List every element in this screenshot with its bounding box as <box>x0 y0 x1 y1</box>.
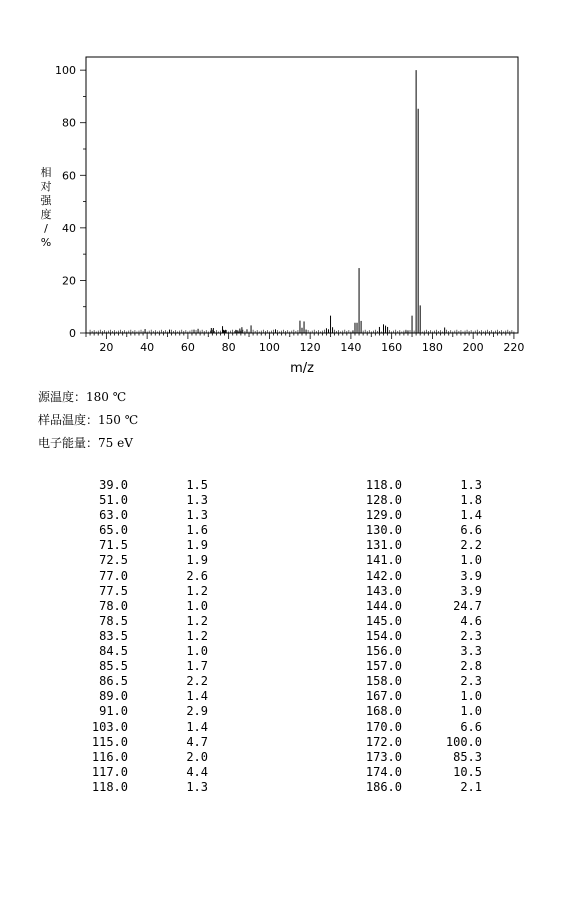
mz-value: 129.0 <box>365 508 402 523</box>
x-tick-label: 140 <box>340 341 362 354</box>
abundance-value: 1.0 <box>460 553 482 568</box>
mz-value: 72.5 <box>99 553 128 568</box>
abundance-value: 1.7 <box>186 659 208 674</box>
y-tick-label: 80 <box>62 116 76 130</box>
peak-table-right <box>342 478 482 795</box>
table-row <box>342 523 482 538</box>
spectrum-bars <box>145 70 445 333</box>
mz-value: 118.0 <box>365 478 402 492</box>
abundance-value: 1.3 <box>186 493 208 508</box>
condition-value: 150 ℃ <box>98 413 139 427</box>
abundance-value: 2.6 <box>186 568 208 583</box>
abundance-value: 2.2 <box>460 538 482 553</box>
abundance-value: 1.2 <box>186 628 208 643</box>
table-row <box>68 538 208 553</box>
table-row <box>342 629 482 644</box>
mz-value: 78.0 <box>99 598 128 613</box>
x-axis <box>86 333 524 354</box>
table-row <box>68 629 208 644</box>
y-axis-label-char: 强 <box>40 194 52 207</box>
abundance-value: 1.4 <box>186 689 208 704</box>
y-tick-label: 20 <box>62 274 76 288</box>
abundance-value: 10.5 <box>453 764 482 779</box>
table-row <box>342 493 482 508</box>
abundance-value: 1.2 <box>186 613 208 628</box>
mz-value: 116.0 <box>91 749 128 764</box>
table-row <box>342 720 482 735</box>
abundance-value: 6.6 <box>460 719 482 734</box>
abundance-value: 1.9 <box>186 553 208 568</box>
table-row <box>68 765 208 780</box>
table-row <box>68 614 208 629</box>
x-tick-label: 120 <box>299 341 321 354</box>
y-tick-label: 40 <box>62 221 76 235</box>
table-row <box>342 538 482 553</box>
table-row <box>68 644 208 659</box>
abundance-value: 3.3 <box>460 644 482 659</box>
abundance-value: 6.6 <box>460 523 482 538</box>
abundance-value: 1.0 <box>186 644 208 659</box>
x-tick-label: 200 <box>462 341 484 354</box>
table-row <box>68 553 208 568</box>
abundance-value: 2.8 <box>460 659 482 674</box>
mz-value: 63.0 <box>99 508 128 523</box>
abundance-value: 2.0 <box>186 749 208 764</box>
plot-frame <box>86 57 518 333</box>
mz-value: 145.0 <box>365 613 402 628</box>
x-tick-label: 80 <box>221 341 236 354</box>
table-row <box>342 569 482 584</box>
abundance-value: 1.4 <box>460 508 482 523</box>
abundance-value: 1.5 <box>186 478 208 492</box>
y-tick-label: 0 <box>69 327 76 340</box>
table-row <box>68 689 208 704</box>
mass-spectrum-chart <box>0 0 570 380</box>
condition-label: 样品温度： <box>38 413 99 427</box>
mz-value: 186.0 <box>365 779 402 794</box>
table-row <box>68 478 208 493</box>
y-axis-label-char: 度 <box>40 208 52 221</box>
abundance-value: 1.0 <box>186 598 208 613</box>
table-row <box>342 599 482 614</box>
abundance-value: 24.7 <box>453 598 482 613</box>
mz-value: 170.0 <box>365 719 402 734</box>
table-row <box>68 508 208 523</box>
mz-value: 118.0 <box>91 779 128 794</box>
abundance-value: 1.6 <box>186 523 208 538</box>
mz-value: 83.5 <box>99 628 128 643</box>
condition-label: 源温度： <box>38 390 87 404</box>
table-row <box>342 614 482 629</box>
abundance-value: 2.1 <box>460 779 482 794</box>
mz-value: 86.5 <box>99 674 128 689</box>
mz-value: 65.0 <box>99 523 128 538</box>
table-row <box>342 780 482 795</box>
table-row <box>342 478 482 493</box>
abundance-value: 2.2 <box>186 674 208 689</box>
table-row <box>68 493 208 508</box>
table-row <box>342 750 482 765</box>
mz-value: 78.5 <box>99 613 128 628</box>
mz-value: 158.0 <box>365 674 402 689</box>
mz-value: 39.0 <box>99 478 128 492</box>
table-row <box>342 584 482 599</box>
y-axis <box>55 64 86 340</box>
mz-value: 128.0 <box>365 493 402 508</box>
condition-value: 75 eV <box>98 436 133 450</box>
peak-table-left <box>68 478 208 795</box>
y-axis-label-char: 对 <box>40 180 52 193</box>
table-row <box>342 553 482 568</box>
table-row <box>68 704 208 719</box>
abundance-value: 1.8 <box>460 493 482 508</box>
mz-value: 89.0 <box>99 689 128 704</box>
abundance-value: 4.7 <box>186 734 208 749</box>
mz-value: 115.0 <box>91 734 128 749</box>
mz-value: 154.0 <box>365 628 402 643</box>
y-axis-label-char: / <box>44 222 48 235</box>
mz-value: 173.0 <box>365 749 402 764</box>
x-tick-label: 100 <box>258 341 280 354</box>
abundance-value: 2.9 <box>186 704 208 719</box>
table-row <box>68 780 208 795</box>
table-row <box>68 569 208 584</box>
abundance-value: 1.4 <box>186 719 208 734</box>
x-tick-label: 220 <box>503 341 525 354</box>
x-tick-label: 20 <box>99 341 114 354</box>
mz-value: 142.0 <box>365 568 402 583</box>
condition-label: 电子能量： <box>38 436 99 450</box>
mz-value: 174.0 <box>365 764 402 779</box>
mz-value: 91.0 <box>99 704 128 719</box>
x-tick-label: 180 <box>421 341 443 354</box>
table-row <box>342 644 482 659</box>
table-row <box>68 750 208 765</box>
y-axis-label-char: 相 <box>40 166 52 179</box>
mz-value: 172.0 <box>365 734 402 749</box>
mz-value: 144.0 <box>365 598 402 613</box>
mz-value: 168.0 <box>365 704 402 719</box>
abundance-value: 2.3 <box>460 674 482 689</box>
mz-value: 156.0 <box>365 644 402 659</box>
table-row <box>342 674 482 689</box>
x-tick-label: 40 <box>140 341 155 354</box>
table-row <box>68 584 208 599</box>
abundance-value: 1.3 <box>460 478 482 492</box>
mz-value: 71.5 <box>99 538 128 553</box>
table-row <box>68 523 208 538</box>
abundance-value: 4.4 <box>186 764 208 779</box>
mz-value: 85.5 <box>99 659 128 674</box>
table-row <box>68 674 208 689</box>
mz-value: 77.5 <box>99 583 128 598</box>
abundance-value: 2.3 <box>460 628 482 643</box>
y-axis-label-char: % <box>40 236 52 249</box>
mz-value: 84.5 <box>99 644 128 659</box>
y-axis-label <box>41 165 53 249</box>
table-row <box>68 720 208 735</box>
source-temperature <box>38 388 126 405</box>
abundance-value: 1.0 <box>460 704 482 719</box>
table-row <box>342 704 482 719</box>
abundance-value: 1.9 <box>186 538 208 553</box>
mz-value: 143.0 <box>365 583 402 598</box>
mz-value: 77.0 <box>99 568 128 583</box>
abundance-value: 1.3 <box>186 779 208 794</box>
table-row <box>342 735 482 750</box>
abundance-value: 1.2 <box>186 583 208 598</box>
mz-value: 167.0 <box>365 689 402 704</box>
abundance-value: 1.3 <box>186 508 208 523</box>
mz-value: 141.0 <box>365 553 402 568</box>
x-tick-label: 60 <box>180 341 195 354</box>
mz-value: 131.0 <box>365 538 402 553</box>
mz-value: 157.0 <box>365 659 402 674</box>
x-axis-label: m/z <box>290 361 314 376</box>
table-row <box>342 659 482 674</box>
y-tick-label: 100 <box>55 64 76 78</box>
mz-value: 103.0 <box>91 719 128 734</box>
table-row <box>68 735 208 750</box>
abundance-value: 4.6 <box>460 613 482 628</box>
mz-value: 117.0 <box>91 764 128 779</box>
table-row <box>342 689 482 704</box>
abundance-value: 3.9 <box>460 583 482 598</box>
table-row <box>342 508 482 523</box>
abundance-value: 3.9 <box>460 568 482 583</box>
abundance-value: 1.0 <box>460 689 482 704</box>
table-row <box>68 599 208 614</box>
y-tick-label: 60 <box>62 169 76 183</box>
abundance-value: 85.3 <box>453 749 482 764</box>
abundance-value: 100.0 <box>445 734 482 749</box>
table-row <box>342 765 482 780</box>
x-tick-label: 160 <box>381 341 403 354</box>
condition-value: 180 ℃ <box>86 390 127 404</box>
electron-energy <box>38 434 133 451</box>
table-row <box>68 659 208 674</box>
mz-value: 51.0 <box>99 493 128 508</box>
sample-temperature <box>38 411 138 428</box>
mz-value: 130.0 <box>365 523 402 538</box>
